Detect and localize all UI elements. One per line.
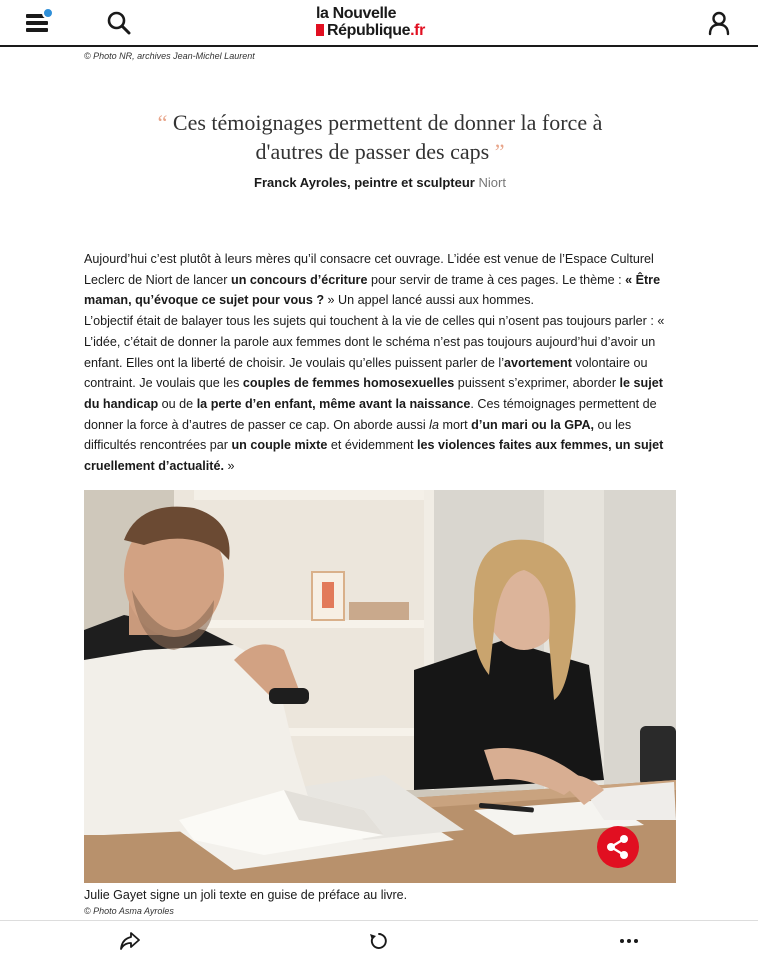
pull-quote [130,108,630,166]
quote-author-name: Franck Ayroles, peintre et sculpteur [254,175,475,190]
refresh-icon [367,930,391,952]
quote-text: Ces témoignages permettent de donner la force à d'autres de passer des caps [172,110,603,164]
share-button[interactable] [118,930,142,952]
more-button[interactable] [617,930,641,952]
photo-illustration [84,490,676,883]
quote-open-mark: “ [157,110,168,135]
photo-credit: © Photo Asma Ayroles [84,906,174,916]
more-icon [617,930,641,952]
article-body [84,249,676,477]
refresh-button[interactable] [367,930,391,952]
article-paragraph-2: L’objectif était de balayer tous les sujets qui touchent à la vie de celles qui n’osent pas toujours parler : « L’idée, c’était de donner la parole aux femmes dont le schéma n’est pas toujours aujourd’hui d’avoir un enfant. Elles ont la liberté de choisir. Je voulais qu’elles puissent parler de l’avortement volontaire ou contraint. Je voulais que les couples de femmes homosexuelles puissent s’exprimer, aborder le sujet du handicap ou de la perte d’en enfant, même avant la naissance. Ces témoignages permettent de donner la force à d’autres de passer ce cap. On aborde aussi la mort d’un mari ou la GPA, ou les difficultés rencontrées par un couple mixte et évidemment les violences faites aux femmes, un sujet cruellement d’actualité. » [84,314,665,474]
logo-tld: .fr [410,22,425,39]
search-icon [106,10,132,36]
app-header [0,0,758,47]
quote-close-mark: ” [494,139,505,164]
share-arrow-icon [118,930,142,952]
menu-button[interactable] [26,10,52,36]
search-button[interactable] [106,10,132,36]
site-logo[interactable] [316,5,446,41]
account-button[interactable] [706,10,732,36]
logo-line2: République [327,22,411,39]
quote-author-city: Niort [478,175,506,190]
logo-flag-icon [316,24,324,36]
bottom-toolbar [0,920,758,960]
photo-share-button[interactable] [597,826,639,868]
top-photo-credit: © Photo NR, archives Jean-Michel Laurent [84,51,255,61]
article-photo[interactable] [84,490,676,883]
photo-caption: Julie Gayet signe un joli texte en guise de préface au livre. [84,888,408,902]
quote-author [130,175,630,190]
share-icon [597,826,639,868]
logo-line1: la Nouvelle [316,5,397,22]
article-paragraph-1: Aujourd’hui c’est plutôt à leurs mères qu’il consacre cet ouvrage. L’idée est venue de l’Espace Culturel Leclerc de Niort de lancer un concours d’écriture pour servir de trame à ces pages. Le thème : « Être maman, qu’évoque ce sujet pour vous ? » Un appel lancé aussi aux hommes. [84,252,661,308]
notification-badge [42,7,54,19]
user-icon [706,10,732,36]
